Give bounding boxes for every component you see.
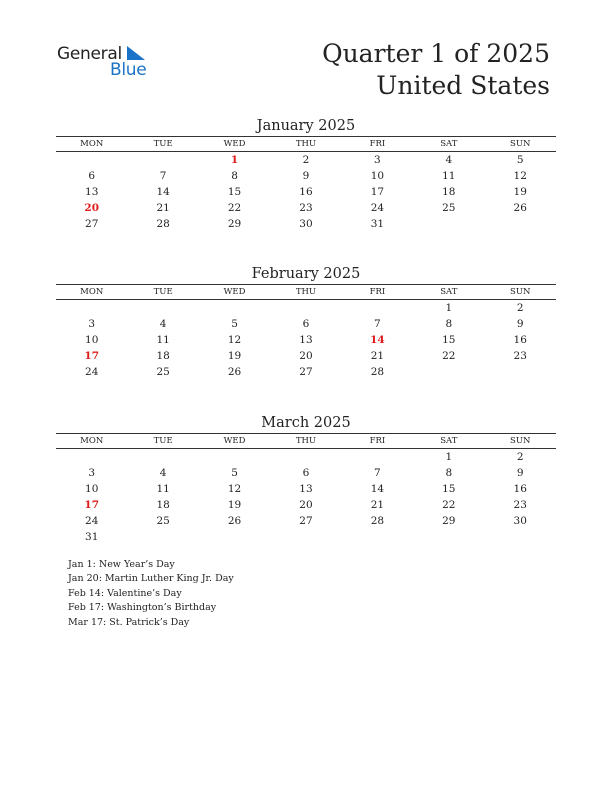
weekday-header: [56, 433, 556, 449]
day-cell: 3: [88, 318, 96, 330]
day-cell: 10: [370, 170, 385, 182]
day-cell: [413, 529, 484, 545]
day-cell: 6: [88, 170, 96, 182]
day-cell: 1: [230, 154, 239, 166]
weekday-label: FRI: [369, 436, 386, 446]
day-cell: [270, 449, 341, 465]
day-cell: [199, 300, 270, 316]
logo-text-general: General: [57, 44, 122, 64]
day-cell: 19: [513, 186, 527, 198]
day-cell: 10: [85, 483, 99, 495]
day-cell: 11: [156, 334, 170, 346]
day-cell: 13: [299, 334, 313, 346]
weekday-label: MON: [80, 139, 104, 149]
day-cell: 21: [156, 202, 170, 214]
week-row: [56, 348, 556, 364]
day-cell: 4: [159, 467, 167, 479]
day-cell: 30: [299, 218, 313, 230]
week-row: [56, 364, 556, 380]
day-cell: [127, 449, 198, 465]
day-cell: 16: [513, 334, 527, 346]
holiday-item: Mar 17: St. Patrick’s Day: [68, 616, 190, 628]
day-cell: 25: [442, 202, 456, 214]
week-row: [56, 465, 556, 481]
week-row: [56, 316, 556, 332]
day-cell: 22: [442, 499, 456, 511]
day-cell: 23: [513, 350, 527, 362]
week-grid: [56, 300, 556, 380]
day-cell: 3: [88, 467, 96, 479]
day-cell: 18: [156, 499, 170, 511]
weekday-label: SUN: [510, 436, 531, 446]
weekday-label: WED: [223, 287, 246, 297]
day-cell: 14: [370, 334, 385, 346]
holiday-list: [68, 558, 234, 630]
day-cell: 5: [231, 467, 238, 479]
weekday-label: SAT: [440, 436, 458, 446]
day-cell: 5: [516, 154, 524, 166]
day-cell: 4: [159, 318, 167, 330]
day-cell: 20: [299, 499, 313, 511]
holiday-item: Feb 14: Valentine’s Day: [68, 587, 182, 599]
day-cell: [342, 300, 413, 316]
weekday-label: THU: [295, 436, 317, 446]
title-quarter: Quarter 1 of 2025: [322, 39, 550, 68]
day-cell: 27: [299, 515, 313, 527]
logo-text-blue: Blue: [110, 60, 147, 80]
day-cell: [56, 449, 127, 465]
holiday-item: Feb 17: Washington’s Birthday: [68, 602, 217, 614]
day-cell: 15: [442, 334, 456, 346]
weekday-label: TUE: [153, 139, 173, 149]
weekday-label: THU: [295, 139, 317, 149]
week-row: [56, 184, 556, 200]
day-cell: 11: [156, 483, 170, 495]
week-row: [56, 216, 556, 232]
day-cell: [413, 364, 484, 380]
weekday-label: SAT: [440, 139, 458, 149]
week-row: [56, 152, 556, 168]
day-cell: 15: [227, 186, 242, 198]
day-cell: 2: [302, 154, 310, 166]
day-cell: 22: [442, 350, 456, 362]
weekday-label: MON: [80, 287, 104, 297]
day-cell: 29: [442, 515, 456, 527]
day-cell: 6: [302, 467, 310, 479]
weekday-label: FRI: [369, 139, 386, 149]
day-cell: 24: [85, 515, 99, 527]
day-cell: 25: [156, 366, 170, 378]
day-cell: 26: [513, 202, 527, 214]
day-cell: 8: [445, 318, 453, 330]
weekday-label: MON: [80, 436, 104, 446]
holiday-item: Jan 20: Martin Luther King Jr. Day: [68, 573, 234, 585]
day-cell: 15: [442, 483, 456, 495]
day-cell: 6: [302, 318, 310, 330]
week-row: [56, 300, 556, 316]
generalblue-logo: [57, 44, 157, 80]
day-cell: 30: [513, 515, 527, 527]
day-cell: 7: [374, 467, 381, 479]
month-january: [56, 116, 556, 232]
week-row: [56, 168, 556, 184]
day-cell: 7: [159, 170, 167, 182]
week-row: [56, 529, 556, 545]
day-cell: 14: [370, 483, 385, 495]
holiday-item: Jan 1: New Year’s Day: [68, 559, 175, 570]
day-cell: 27: [299, 366, 313, 378]
day-cell: 11: [442, 170, 456, 182]
day-cell: 29: [227, 218, 242, 230]
day-cell: 24: [370, 202, 385, 214]
day-cell: 4: [445, 154, 453, 166]
day-cell: 2: [516, 302, 524, 314]
weekday-header: [56, 284, 556, 300]
day-cell: 20: [299, 350, 313, 362]
weekday-label: WED: [223, 436, 246, 446]
day-cell: 1: [445, 302, 453, 314]
day-cell: 14: [156, 186, 170, 198]
day-cell: [56, 300, 127, 316]
day-cell: 12: [227, 334, 242, 346]
day-cell: 9: [302, 170, 310, 182]
day-cell: 5: [231, 318, 238, 330]
month-february: [56, 264, 556, 380]
week-row: [56, 481, 556, 497]
day-cell: 25: [156, 515, 170, 527]
day-cell: 13: [299, 483, 313, 495]
day-cell: [342, 529, 413, 545]
day-cell: 13: [85, 186, 99, 198]
day-cell: 2: [516, 451, 524, 463]
day-cell: 24: [85, 366, 99, 378]
day-cell: 23: [299, 202, 313, 214]
day-cell: [485, 529, 556, 545]
day-cell: 27: [85, 218, 99, 230]
day-cell: 8: [445, 467, 453, 479]
weekday-label: SUN: [510, 139, 531, 149]
day-cell: [342, 449, 413, 465]
day-cell: 16: [513, 483, 527, 495]
day-cell: 8: [231, 170, 238, 182]
week-row: [56, 332, 556, 348]
day-cell: 18: [156, 350, 170, 362]
day-cell: 12: [513, 170, 527, 182]
day-cell: 20: [84, 202, 100, 214]
weekday-label: TUE: [153, 287, 173, 297]
day-cell: 10: [85, 334, 99, 346]
day-cell: 28: [370, 366, 385, 378]
day-cell: [199, 449, 270, 465]
week-row: [56, 497, 556, 513]
day-cell: 18: [442, 186, 456, 198]
day-cell: [485, 364, 556, 380]
day-cell: 7: [374, 318, 381, 330]
day-cell: 28: [156, 218, 170, 230]
week-row: [56, 200, 556, 216]
day-cell: 19: [227, 350, 242, 362]
weekday-label: TUE: [153, 436, 173, 446]
day-cell: 12: [227, 483, 242, 495]
day-cell: 31: [370, 218, 385, 230]
weekday-label: SAT: [440, 287, 458, 297]
day-cell: [127, 529, 198, 545]
day-cell: 26: [227, 515, 242, 527]
day-cell: 16: [299, 186, 313, 198]
day-cell: 31: [85, 531, 99, 543]
day-cell: 9: [516, 467, 524, 479]
day-cell: [413, 216, 484, 232]
week-grid: [56, 449, 556, 545]
weekday-label: THU: [295, 287, 317, 297]
weekday-label: SUN: [510, 287, 531, 297]
title-country: United States: [376, 71, 550, 100]
weekday-header: [56, 136, 556, 152]
month-title: March 2025: [261, 415, 351, 431]
weekday-label: FRI: [369, 287, 386, 297]
day-cell: 3: [374, 154, 381, 166]
week-row: [56, 513, 556, 529]
weekday-label: WED: [223, 139, 246, 149]
day-cell: 17: [84, 499, 100, 511]
day-cell: 17: [84, 350, 100, 362]
week-row: [56, 449, 556, 465]
day-cell: 21: [370, 499, 385, 511]
day-cell: 26: [227, 366, 242, 378]
day-cell: 19: [227, 499, 242, 511]
day-cell: [270, 300, 341, 316]
day-cell: 28: [370, 515, 385, 527]
day-cell: 1: [445, 451, 453, 463]
day-cell: [127, 300, 198, 316]
month-title: February 2025: [251, 266, 361, 282]
day-cell: 17: [370, 186, 385, 198]
day-cell: [485, 216, 556, 232]
day-cell: [127, 152, 198, 168]
day-cell: 23: [513, 499, 527, 511]
day-cell: 9: [516, 318, 524, 330]
day-cell: [270, 529, 341, 545]
month-title: January 2025: [256, 118, 356, 134]
day-cell: [199, 529, 270, 545]
day-cell: [56, 152, 127, 168]
month-march: [56, 413, 556, 545]
day-cell: 21: [370, 350, 385, 362]
day-cell: 22: [227, 202, 242, 214]
week-grid: [56, 152, 556, 232]
page-title: [322, 38, 550, 102]
